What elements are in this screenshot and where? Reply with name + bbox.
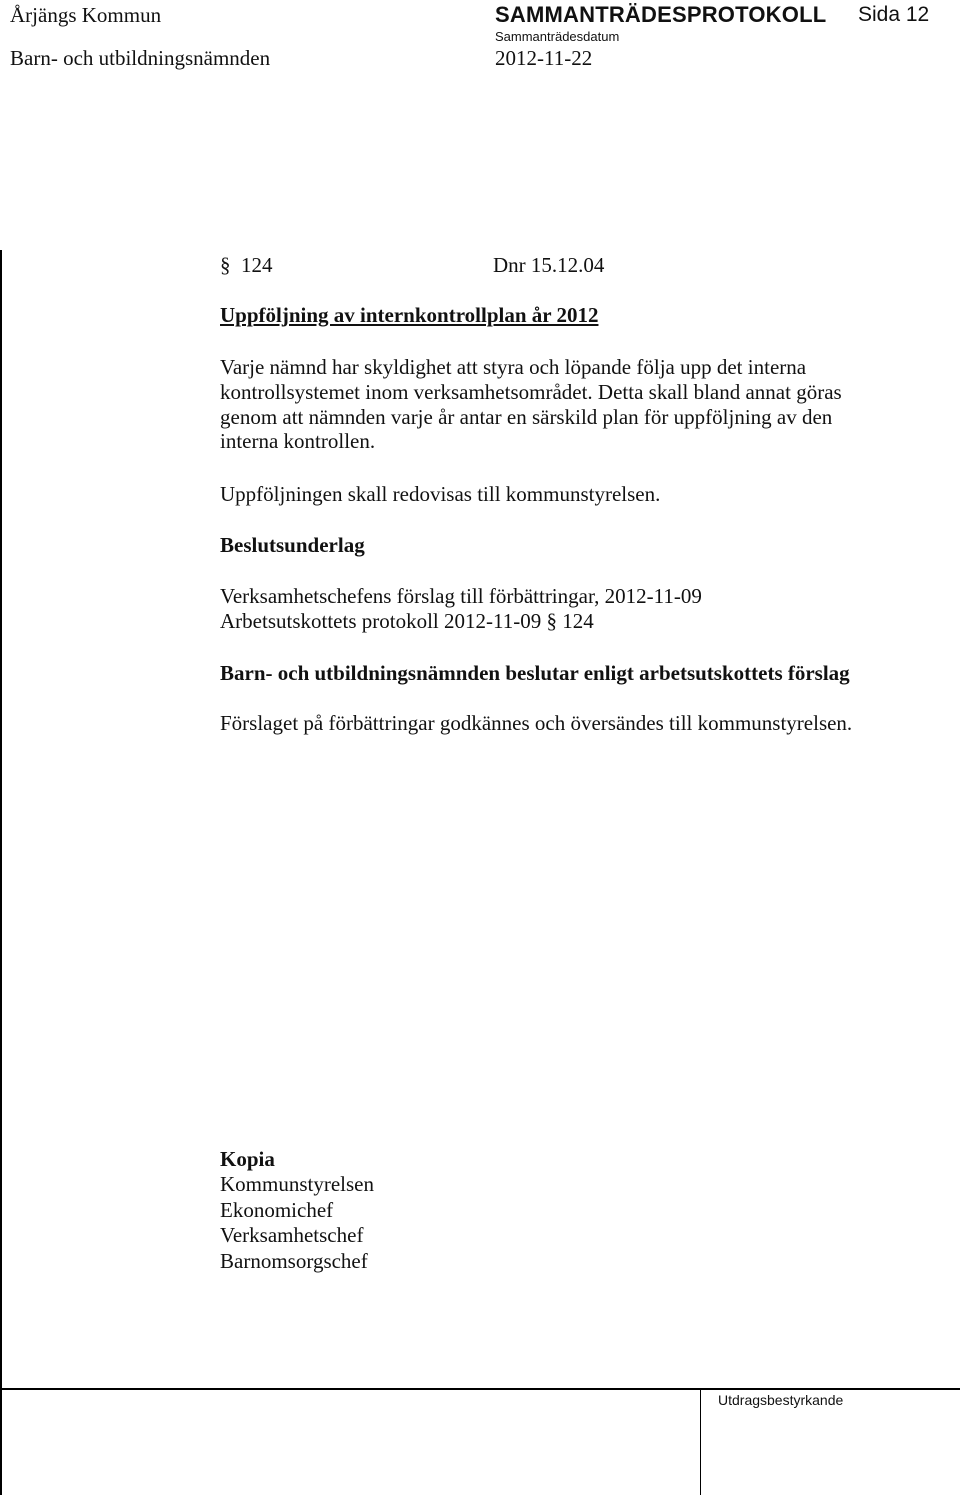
paragraph-line: genom att nämnden varje år antar en särskild plan för uppföljning av den <box>220 404 833 429</box>
section-number-value: 124 <box>241 253 273 277</box>
meeting-date-label: Sammanträdesdatum <box>495 29 620 44</box>
section-number <box>220 253 273 278</box>
paragraph-report <box>220 482 920 507</box>
organization-name: Årjängs Kommun <box>10 3 162 27</box>
copy-recipients <box>220 1172 920 1274</box>
paragraph-line: interna kontrollen. <box>220 429 376 454</box>
decision-text: Förslaget på förbättringar godkännes och översändes till kommunstyrelsen. <box>220 711 853 735</box>
dnr: Dnr 15.12.04 <box>493 253 605 277</box>
certification-label: Utdragsbestyrkande <box>718 1392 844 1408</box>
section-sign: § <box>220 253 231 277</box>
paragraph-line: Varje nämnd har skyldighet att styra och löpande följa upp det interna <box>220 355 807 379</box>
basis-item: Arbetsutskottets protokoll 2012-11-09 § 124 <box>220 608 594 633</box>
footer-rule <box>0 1388 960 1390</box>
copy-recipient: Kommunstyrelsen <box>220 1172 374 1196</box>
document-title: SAMMANTRÄDESPROTOKOLL <box>495 2 827 27</box>
copy-heading: Kopia <box>220 1147 275 1171</box>
paragraph-intro <box>220 355 920 454</box>
department-name: Barn- och utbildningsnämnden <box>10 46 271 70</box>
paragraph-line: Uppföljningen skall redovisas till kommunstyrelsen. <box>220 482 661 506</box>
basis-item: Verksamhetschefens förslag till förbättringar, 2012-11-09 <box>220 584 702 608</box>
footer-divider <box>700 1388 701 1495</box>
copy-recipient: Verksamhetschef <box>220 1223 364 1247</box>
page-number: Sida 12 <box>858 3 930 26</box>
basis-heading: Beslutsunderlag <box>220 533 365 557</box>
copy-recipient: Barnomsorgschef <box>220 1248 368 1273</box>
copy-recipient: Ekonomichef <box>220 1197 334 1222</box>
meeting-date: 2012-11-22 <box>495 46 593 70</box>
item-heading: Uppföljning av internkontrollplan år 2012 <box>220 303 599 327</box>
left-margin-rule <box>0 250 2 1495</box>
paragraph-line: kontrollsystemet inom verksamhetsområdet. Detta skall bland annat göras <box>220 379 842 404</box>
basis-list <box>220 584 920 634</box>
decision-heading: Barn- och utbildningsnämnden beslutar enligt arbetsutskottets förslag <box>220 661 850 685</box>
